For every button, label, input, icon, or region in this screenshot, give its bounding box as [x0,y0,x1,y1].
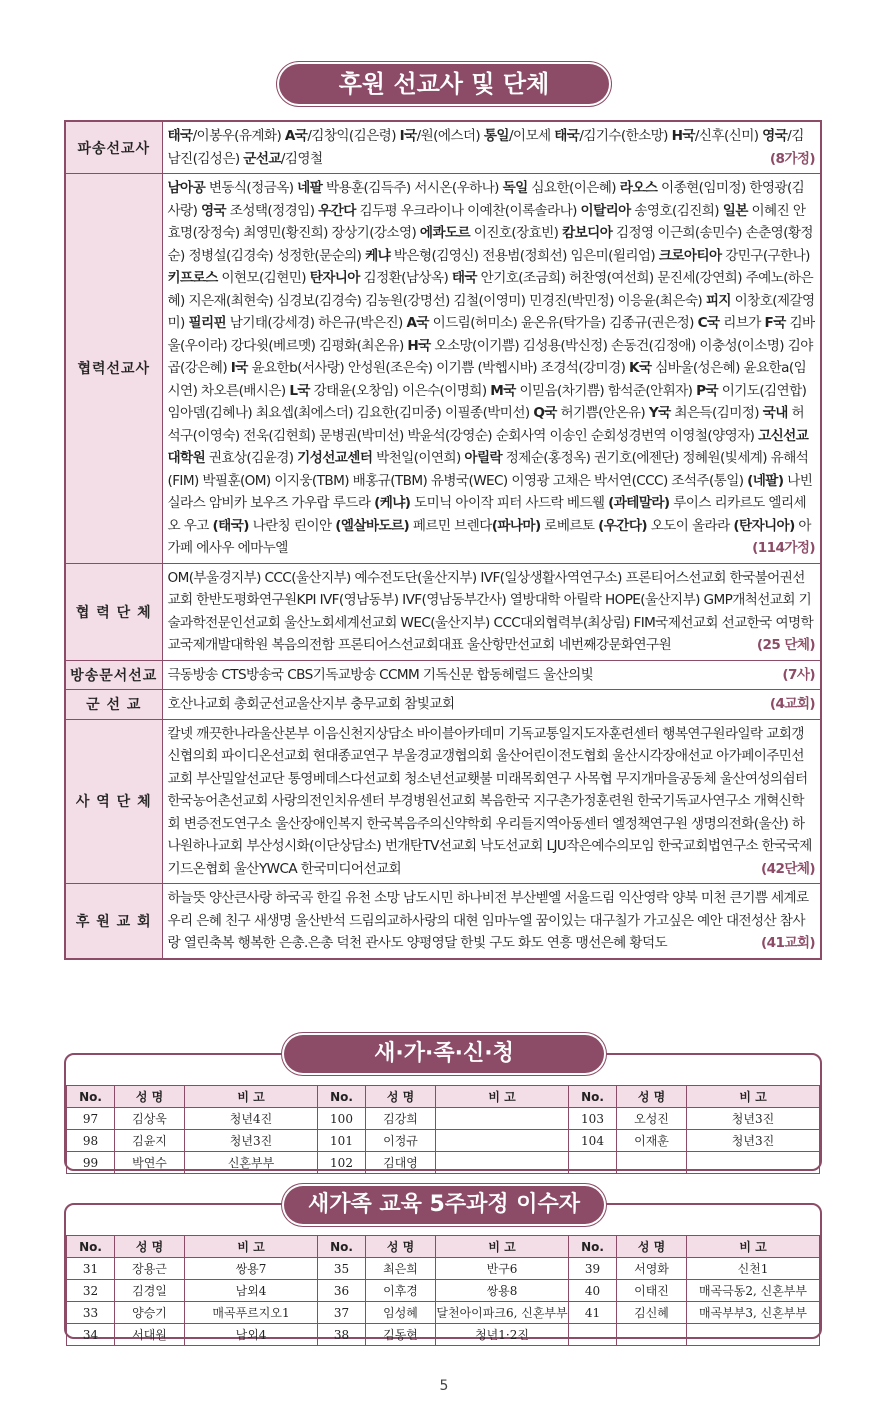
table-row [67,1258,820,1280]
sponsor-count: (41교회) [760,935,815,951]
column-header: 비 고 [687,1236,820,1258]
new-family-title: 새·가·족·신·청 [284,1035,604,1073]
page-number: 5 [439,1378,449,1394]
column-header: No. [569,1236,617,1258]
page-title: 후원 선교사 및 단체 [279,64,609,104]
member-name: 박연수 [115,1152,185,1174]
sponsor-table [64,120,822,960]
member-name: 김상욱 [115,1108,185,1130]
row-number: 101 [318,1130,366,1152]
member-note [687,1152,820,1174]
row-number: 36 [318,1280,366,1302]
row-number: 34 [67,1324,115,1346]
row-number: 97 [67,1108,115,1130]
member-note: 남외4 [185,1324,318,1346]
member-name: 장용근 [115,1258,185,1280]
row-number: 41 [569,1302,617,1324]
table-row [67,1108,820,1130]
sponsor-count: (7사) [782,666,815,683]
column-header: 성 명 [115,1236,185,1258]
member-name: 이후경 [366,1280,436,1302]
member-name: 김신혜 [617,1302,687,1324]
row-number: 33 [67,1302,115,1324]
member-note: 쌍용7 [185,1258,318,1280]
column-header: 비 고 [687,1086,820,1108]
member-note: 달천아이파크6, 신혼부부 [436,1302,569,1324]
row-number: 99 [67,1152,115,1174]
row-number: 104 [569,1130,617,1152]
member-note: 매곡부부3, 신혼부부 [687,1302,820,1324]
sponsor-category: 파송선교사 [65,121,162,174]
table-row [67,1324,820,1346]
column-header: 비 고 [185,1236,318,1258]
education-title: 새가족 교육 5주과정 이수자 [284,1186,604,1224]
column-header: No. [318,1236,366,1258]
table-row [67,1130,820,1152]
member-name [617,1152,687,1174]
row-number: 31 [67,1258,115,1280]
table-row [67,1152,820,1174]
member-name: 김대영 [366,1152,436,1174]
member-name: 서대원 [115,1324,185,1346]
member-note: 신천1 [687,1258,820,1280]
member-name: 서영화 [617,1258,687,1280]
sponsor-row [65,660,821,690]
member-note [436,1130,569,1152]
member-note: 남외4 [185,1280,318,1302]
table-row [67,1280,820,1302]
column-header: 비 고 [436,1236,569,1258]
education-table [66,1235,820,1346]
sponsor-category: 군 선 교 [65,690,162,720]
sponsor-row [65,719,821,884]
member-note: 청년3진 [185,1130,318,1152]
member-note: 매곡푸르지오1 [185,1302,318,1324]
new-family-table [66,1085,820,1174]
column-header: 성 명 [617,1086,687,1108]
member-name: 양승기 [115,1302,185,1324]
member-note: 청년1·2진 [436,1324,569,1346]
sponsor-count: (42단체) [760,860,815,877]
sponsor-category: 협 력 단 체 [65,563,162,660]
sponsor-list: 하늘뜻 양산큰사랑 하국곡 한길 유천 소망 남도시민 하나비전 부산벧엘 서울드림 익산영락 양북 미천 큰기쁨 세계로우리 은혜 친구 새생명 울산반석 드림의교하사랑의 대현 임마누엘 꿈이있는 대구칠가 가고싶은 예안 대전성산 참사랑 열린축복 행복한 은총.은총 덕천 관사도 양평영달 한빛 구도 화도 연흥 맹선은혜 황덕도 (41교회) [162,884,821,959]
member-note: 반구6 [436,1258,569,1280]
member-note [436,1152,569,1174]
member-name: 이태진 [617,1280,687,1302]
row-number: 102 [318,1152,366,1174]
member-note [436,1108,569,1130]
column-header: 비 고 [436,1086,569,1108]
column-header: No. [318,1086,366,1108]
member-name: 김경일 [115,1280,185,1302]
sponsor-list: OM(부울경지부) CCC(울산지부) 예수전도단(울산지부) IVF(일상생활사역연구소) 프론티어스선교회 한국불어권선교회 한반도평화연구원KPI IVF(영남동부) IVF(영남동부간사) 열방대학 아릴락 HOPE(울산지부) GMP개척선교회 기술과학전문인선교회 울산노회세계선교회 WEC(울산지부) CCC대외협력부(최상림) FIM국제선교회 선교한국 여명학교국제개발대학원 복음의전함 프론티어스선교회대표 울산항만선교회 네번째강문화연구원 (25 단체) [162,563,821,660]
member-name: 김강희 [366,1108,436,1130]
sponsor-row [65,121,821,174]
column-header: No. [67,1236,115,1258]
row-number: 100 [318,1108,366,1130]
column-header: 성 명 [366,1086,436,1108]
row-number [569,1324,617,1346]
member-note: 청년3진 [687,1108,820,1130]
row-number: 32 [67,1280,115,1302]
member-name: 이정규 [366,1130,436,1152]
column-header: 비 고 [185,1086,318,1108]
sponsor-list: 극동방송 CTS방송국 CBS기독교방송 CCMM 기독신문 합동헤럴드 울산의빛 (7사) [162,660,821,690]
table-header-row [67,1086,820,1108]
sponsor-count: (4교회) [769,696,815,712]
member-name: 김윤지 [115,1130,185,1152]
sponsor-count: (25 단체) [756,637,815,653]
sponsor-count: (114가정) [752,540,815,556]
sponsor-category: 사 역 단 체 [65,719,162,884]
member-note: 청년4진 [185,1108,318,1130]
table-row [67,1302,820,1324]
row-number: 37 [318,1302,366,1324]
member-name: 임성혜 [366,1302,436,1324]
sponsor-category: 후 원 교 회 [65,884,162,959]
member-name: 김동현 [366,1324,436,1346]
table-header-row [67,1236,820,1258]
row-number: 38 [318,1324,366,1346]
member-note [687,1324,820,1346]
column-header: 성 명 [366,1236,436,1258]
sponsor-category: 협력선교사 [65,174,162,564]
sponsor-list: 칼넷 깨끗한나라울산본부 이음신천지상담소 바이블아카데미 기독교통일지도자훈련센터 행복연구원라일락 교회갱신협의회 파이디온선교회 현대종교연구 부울경교갱협의회 울산어린이전도협회 울산시각장애선교 아가페이주민선교회 부산밀알선교단 통영베데스다선교회 청소년선교횃불 미래목회연구 사목협 무지개마을공동체 울산여성의쉼터 한국농어촌선교회 사랑의전인치유센터 부경병원선교회 복음한국 지구촌가정훈련원 한국기독교사연구소 개혁신학회 변증전도연구소 울산장애인복지 한국복음주의신약학회 우리들지역아동센터 엘정책연구원 생명의전화(울산) 하나원하나교회 부산성시화(이단상담소) 번개탄TV선교회 낙도선교회 LJU작은예수의모임 한국교회법연구소 한국국제기드온협회 울산YWCA 한국미디어선교회 (42단체) [162,719,821,884]
member-note: 신혼부부 [185,1152,318,1174]
member-note: 쌍용8 [436,1280,569,1302]
sponsor-list: 호산나교회 총회군선교울산지부 충무교회 참빛교회 (4교회) [162,690,821,720]
member-name: 이재훈 [617,1130,687,1152]
column-header: 성 명 [115,1086,185,1108]
column-header: No. [67,1086,115,1108]
row-number: 98 [67,1130,115,1152]
row-number: 40 [569,1280,617,1302]
sponsor-row [65,174,821,564]
sponsor-category: 방송문서선교 [65,660,162,690]
sponsor-row [65,884,821,959]
column-header: No. [569,1086,617,1108]
sponsor-list: 태국/이봉우(유계화) A국/김창익(김은령) I국/원(에스더) 통일/이모세 태국/김기수(한소망) H국/신후(신미) 영국/김남진(김성은) 군선교/김영철 (8가정) [162,121,821,174]
member-name: 오성진 [617,1108,687,1130]
sponsor-list: 남아공 변동식(정금옥) 네팔 박용훈(김득주) 서시온(우하나) 독일 심요한(이은혜) 라오스 이종현(임미정) 한영광(김사랑) 영국 조성택(정경임) 우간다 김두평 우크라이나 이예찬(이록솔라나) 이탈리아 송영호(김진희) 일본 이혜진 안효명(장정숙) 최영민(황진희) 장상기(강소영) 에콰도르 이진호(장효빈) 캄보디아 김정영 이근희(송민수) 손춘영(황정순) 정병설(김경숙) 성정한(문순의) 케냐 박은형(김영신) 전용범(정희선) 임은미(윌리엄) 크로아티아 강민구(구한나) 키프로스 이현모(김현민) 탄자니아 김정환(남상옥) 태국 안기호(조금희) 허찬영(여선희) 문진세(강연희) 주예노(하은혜) 지은재(최현숙) 심경보(김경숙) 김농원(강명선) 김철(이영미) 민경진(박민정) 이응윤(최은숙) 피지 이창호(제갈영미) 필리핀 남기태(강세경) 하은규(박은진) A국 이드림(허미소) 윤온유(탁가을) 김종규(권은정) C국 리브가 F국 김바울(우이라) 강다윗(베르멧) 김평화(최온유) H국 오소망(이기쁨) 김성용(박신정) 손동건(김정애) 이충성(이소명) 김야곱(강은혜) I국 윤요한b(서사랑) 안성원(조은숙) 이기쁨 (박헵시바) 조경석(강미경) K국 심바울(성은혜) 윤요한a(임시연) 차오른(배시은) L국 강태윤(오창임) 이은수(이명희) M국 이믿음(차기쁨) 함석준(안휘자) P국 이기도(김연합) 임아뎀(김혜나) 최요셉(최에스더) 김요한(김미중) 이필종(박미선) Q국 허기쁨(안온유) Y국 최은득(김미정) 국내 허석구(이영숙) 전욱(김현희) 문병권(박미선) 박윤석(강영순) 순회사역 이송인 순회성경번역 이영철(양영자) 고신선교대학원 권효상(김윤경) 기성선교센터 박천일(이연희) 아릴락 정제순(홍정옥) 권기호(에젠단) 정혜원(빛세계) 유해석(FIM) 박필훈(OM) 이지웅(TBM) 배홍규(TBM) 유병국(WEC) 이영광 고채은 박서연(CCC) 조석주(통일) (네팔) 나빈 실라스 암비카 보우즈 가우랍 루드라 (케냐) 도미닉 아이작 피터 사드락 베드웰 (과테말라) 루이스 리카르도 엘리세오 우고 (태국) 나란칭 린이안 (엘살바도르) 페르민 브렌다(파나마) 로베르토 (우간다) 오도이 올라라 (탄자니아) 아가페 에사우 에마누엘 (114가정) [162,174,821,564]
member-name [617,1324,687,1346]
row-number [569,1152,617,1174]
member-note: 매곡극동2, 신혼부부 [687,1280,820,1302]
column-header: 성 명 [617,1236,687,1258]
row-number: 39 [569,1258,617,1280]
member-note: 청년3진 [687,1130,820,1152]
row-number: 35 [318,1258,366,1280]
member-name: 최은희 [366,1258,436,1280]
sponsor-count: (8가정) [769,150,815,167]
sponsor-row [65,563,821,660]
sponsor-row [65,690,821,720]
row-number: 103 [569,1108,617,1130]
